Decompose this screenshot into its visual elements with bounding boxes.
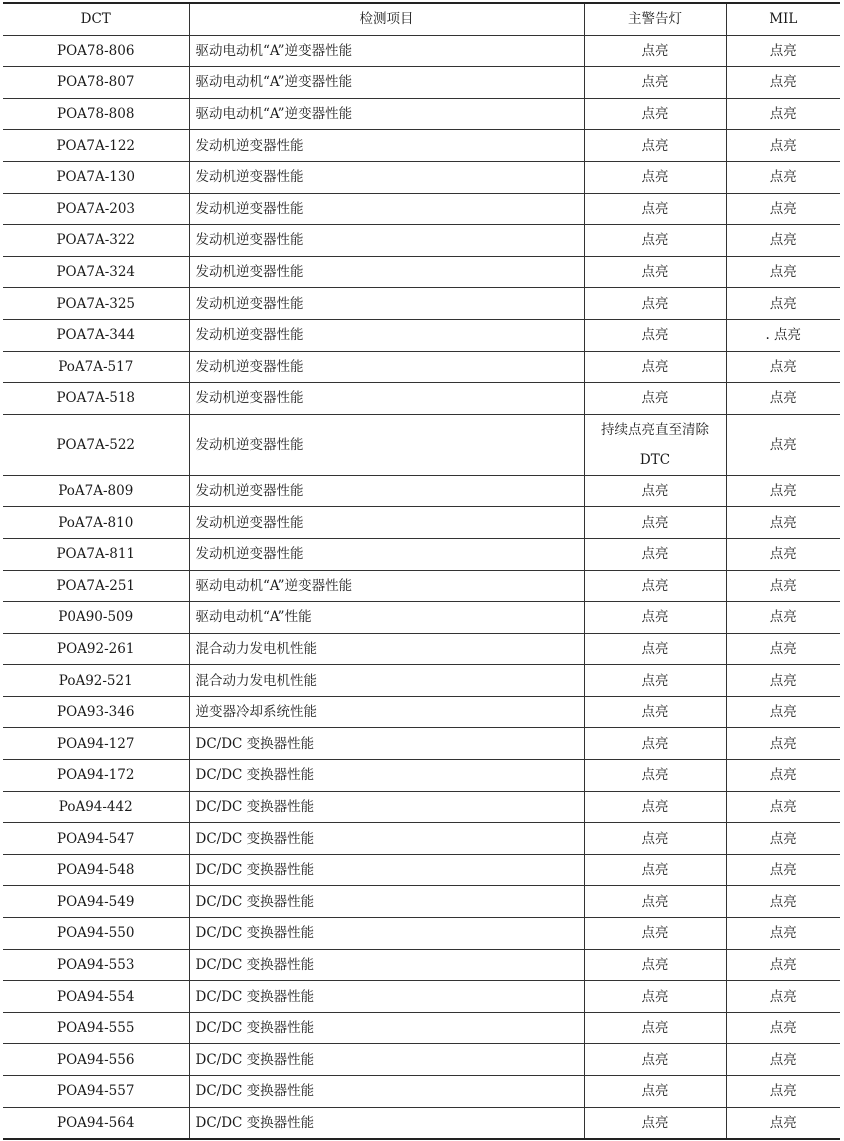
mil-cell: 点亮 [726,130,840,162]
table-row [3,475,840,507]
table-row [3,1044,840,1076]
table-row [3,161,840,193]
master-warning-cell: 持续点亮直至清除 DTC [584,414,726,475]
mil-cell: 点亮 [726,854,840,886]
mil-cell: 点亮 [726,633,840,665]
dtc-code-cell: POA94-548 [3,854,189,886]
test-item-cell: 驱动电动机“A”逆变器性能 [189,98,584,130]
mil-cell: 点亮 [726,1107,840,1139]
master-warning-cell: 点亮 [584,760,726,792]
master-warning-cell: 点亮 [584,507,726,539]
dtc-code-cell: POA7A-811 [3,538,189,570]
dtc-code-cell: POA93-346 [3,696,189,728]
table-body [3,35,840,1139]
mil-cell: 点亮 [726,507,840,539]
mil-cell: 点亮 [726,161,840,193]
dtc-code-cell: POA94-557 [3,1076,189,1108]
header-test-item: 检测项目 [189,3,584,35]
table-row [3,665,840,697]
table-row [3,949,840,981]
master-warning-cell: 点亮 [584,130,726,162]
test-item-cell: 发动机逆变器性能 [189,256,584,288]
table-row [3,507,840,539]
test-item-cell: DC/DC 变换器性能 [189,918,584,950]
master-warning-cell: 点亮 [584,918,726,950]
dtc-code-cell: POA94-556 [3,1044,189,1076]
table-row [3,383,840,415]
table-row [3,854,840,886]
dtc-code-cell: POA7A-203 [3,193,189,225]
mil-cell: 点亮 [726,288,840,320]
mil-cell: 点亮 [726,1012,840,1044]
table-row [3,98,840,130]
table-row [3,351,840,383]
master-warning-cell: 点亮 [584,823,726,855]
test-item-cell: 发动机逆变器性能 [189,351,584,383]
mil-cell: 点亮 [726,98,840,130]
master-warning-cell: 点亮 [584,538,726,570]
test-item-cell: 驱动电动机“A”逆变器性能 [189,67,584,99]
dtc-code-cell: P0A90-509 [3,602,189,634]
master-warning-cell: 点亮 [584,633,726,665]
table-row [3,414,840,475]
master-warning-cell: 点亮 [584,475,726,507]
mil-cell: 点亮 [726,791,840,823]
master-warning-cell: 点亮 [584,1012,726,1044]
master-warning-cell: 点亮 [584,351,726,383]
mil-cell: 点亮 [726,35,840,67]
mil-cell: 点亮 [726,602,840,634]
test-item-cell: 驱动电动机“A”逆变器性能 [189,35,584,67]
dtc-code-cell: POA92-261 [3,633,189,665]
test-item-cell: DC/DC 变换器性能 [189,949,584,981]
dtc-code-cell: POA7A-322 [3,225,189,257]
dtc-code-cell: POA7A-325 [3,288,189,320]
table-row [3,288,840,320]
mil-cell: 点亮 [726,570,840,602]
dtc-code-cell: POA7A-522 [3,414,189,475]
master-warning-cell: 点亮 [584,35,726,67]
test-item-cell: DC/DC 变换器性能 [189,981,584,1013]
dtc-code-cell: POA94-172 [3,760,189,792]
table-row [3,760,840,792]
master-warning-cell: 点亮 [584,696,726,728]
master-warning-cell: 点亮 [584,570,726,602]
dtc-code-cell: PoA92-521 [3,665,189,697]
dtc-code-cell: POA94-549 [3,886,189,918]
dtc-code-cell: PoA7A-517 [3,351,189,383]
master-warning-cell: 点亮 [584,1076,726,1108]
dtc-code-cell: POA94-550 [3,918,189,950]
dtc-code-cell: POA94-553 [3,949,189,981]
test-item-cell: 逆变器冷却系统性能 [189,696,584,728]
mil-cell: 点亮 [726,949,840,981]
master-warning-cell: 点亮 [584,98,726,130]
dtc-code-cell: POA78-806 [3,35,189,67]
dtc-code-cell: POA78-808 [3,98,189,130]
test-item-cell: DC/DC 变换器性能 [189,1076,584,1108]
test-item-cell: 发动机逆变器性能 [189,383,584,415]
dtc-code-cell: POA94-547 [3,823,189,855]
mil-cell: 点亮 [726,67,840,99]
test-item-cell: DC/DC 变换器性能 [189,1012,584,1044]
dtc-code-cell: POA7A-122 [3,130,189,162]
table-row [3,918,840,950]
header-mil: MIL [726,3,840,35]
table-row [3,256,840,288]
table-row [3,633,840,665]
dtc-code-cell: POA7A-344 [3,319,189,351]
test-item-cell: 发动机逆变器性能 [189,319,584,351]
master-warning-cell: 点亮 [584,193,726,225]
mil-cell: 点亮 [726,1076,840,1108]
dtc-code-cell: POA7A-518 [3,383,189,415]
test-item-cell: DC/DC 变换器性能 [189,1044,584,1076]
table-row [3,823,840,855]
table-row [3,35,840,67]
mil-cell: 点亮 [726,351,840,383]
mil-cell: 点亮 [726,981,840,1013]
mil-cell: 点亮 [726,256,840,288]
test-item-cell: DC/DC 变换器性能 [189,823,584,855]
header-dtc: DCT [3,3,189,35]
table-row [3,1076,840,1108]
master-warning-cell: 点亮 [584,256,726,288]
test-item-cell: 发动机逆变器性能 [189,225,584,257]
dtc-code-cell: PoA7A-810 [3,507,189,539]
dtc-code-cell: POA94-555 [3,1012,189,1044]
master-warning-cell: 点亮 [584,1107,726,1139]
master-warning-cell: 点亮 [584,665,726,697]
mil-cell: 点亮 [726,193,840,225]
mil-cell: 点亮 [726,225,840,257]
mil-cell: 点亮 [726,918,840,950]
test-item-cell: 发动机逆变器性能 [189,538,584,570]
test-item-cell: DC/DC 变换器性能 [189,886,584,918]
dtc-code-cell: POA7A-324 [3,256,189,288]
mil-cell: 点亮 [726,665,840,697]
test-item-cell: DC/DC 变换器性能 [189,760,584,792]
mil-cell: 点亮 [726,414,840,475]
master-warning-cell: 点亮 [584,383,726,415]
mil-cell: 点亮 [726,696,840,728]
master-warning-cell: 点亮 [584,854,726,886]
mil-cell: 点亮 [726,475,840,507]
mil-cell: . 点亮 [726,319,840,351]
test-item-cell: 发动机逆变器性能 [189,414,584,475]
test-item-cell: 发动机逆变器性能 [189,507,584,539]
dtc-code-cell: POA94-564 [3,1107,189,1139]
mil-cell: 点亮 [726,728,840,760]
test-item-cell: 混合动力发电机性能 [189,633,584,665]
table-row [3,1107,840,1139]
table-row [3,570,840,602]
test-item-cell: 发动机逆变器性能 [189,130,584,162]
dtc-code-cell: POA94-554 [3,981,189,1013]
test-item-cell: 发动机逆变器性能 [189,193,584,225]
mil-cell: 点亮 [726,760,840,792]
table-row [3,538,840,570]
table-row [3,886,840,918]
master-warning-cell: 点亮 [584,728,726,760]
table-row [3,602,840,634]
mil-cell: 点亮 [726,823,840,855]
master-warning-cell: 点亮 [584,288,726,320]
table-row [3,67,840,99]
test-item-cell: 发动机逆变器性能 [189,475,584,507]
test-item-cell: 驱动电动机“A”逆变器性能 [189,570,584,602]
test-item-cell: DC/DC 变换器性能 [189,791,584,823]
table-header [3,3,840,35]
test-item-cell: 发动机逆变器性能 [189,161,584,193]
dtc-code-cell: POA7A-130 [3,161,189,193]
master-warning-cell: 点亮 [584,602,726,634]
table-row [3,1012,840,1044]
test-item-cell: DC/DC 变换器性能 [189,728,584,760]
mil-cell: 点亮 [726,886,840,918]
table-row [3,696,840,728]
test-item-cell: DC/DC 变换器性能 [189,1107,584,1139]
master-warning-cell: 点亮 [584,791,726,823]
dtc-table [3,2,840,1140]
header-master-warning: 主警告灯 [584,3,726,35]
table-row [3,791,840,823]
test-item-cell: 驱动电动机“A”性能 [189,602,584,634]
master-warning-cell: 点亮 [584,1044,726,1076]
master-warning-cell: 点亮 [584,161,726,193]
table-row [3,225,840,257]
test-item-cell: 发动机逆变器性能 [189,288,584,320]
table-row [3,728,840,760]
mil-cell: 点亮 [726,1044,840,1076]
test-item-cell: 混合动力发电机性能 [189,665,584,697]
test-item-cell: DC/DC 变换器性能 [189,854,584,886]
table-row [3,981,840,1013]
dtc-code-cell: POA7A-251 [3,570,189,602]
dtc-code-cell: POA94-127 [3,728,189,760]
master-warning-cell: 点亮 [584,225,726,257]
table-row [3,130,840,162]
table-row [3,193,840,225]
master-warning-cell: 点亮 [584,67,726,99]
header-row [3,3,840,35]
dtc-code-cell: PoA94-442 [3,791,189,823]
master-warning-cell: 点亮 [584,886,726,918]
table-row [3,319,840,351]
mil-cell: 点亮 [726,538,840,570]
master-warning-cell: 点亮 [584,319,726,351]
master-warning-cell: 点亮 [584,949,726,981]
dtc-code-cell: PoA7A-809 [3,475,189,507]
mil-cell: 点亮 [726,383,840,415]
master-warning-cell: 点亮 [584,981,726,1013]
dtc-code-cell: POA78-807 [3,67,189,99]
